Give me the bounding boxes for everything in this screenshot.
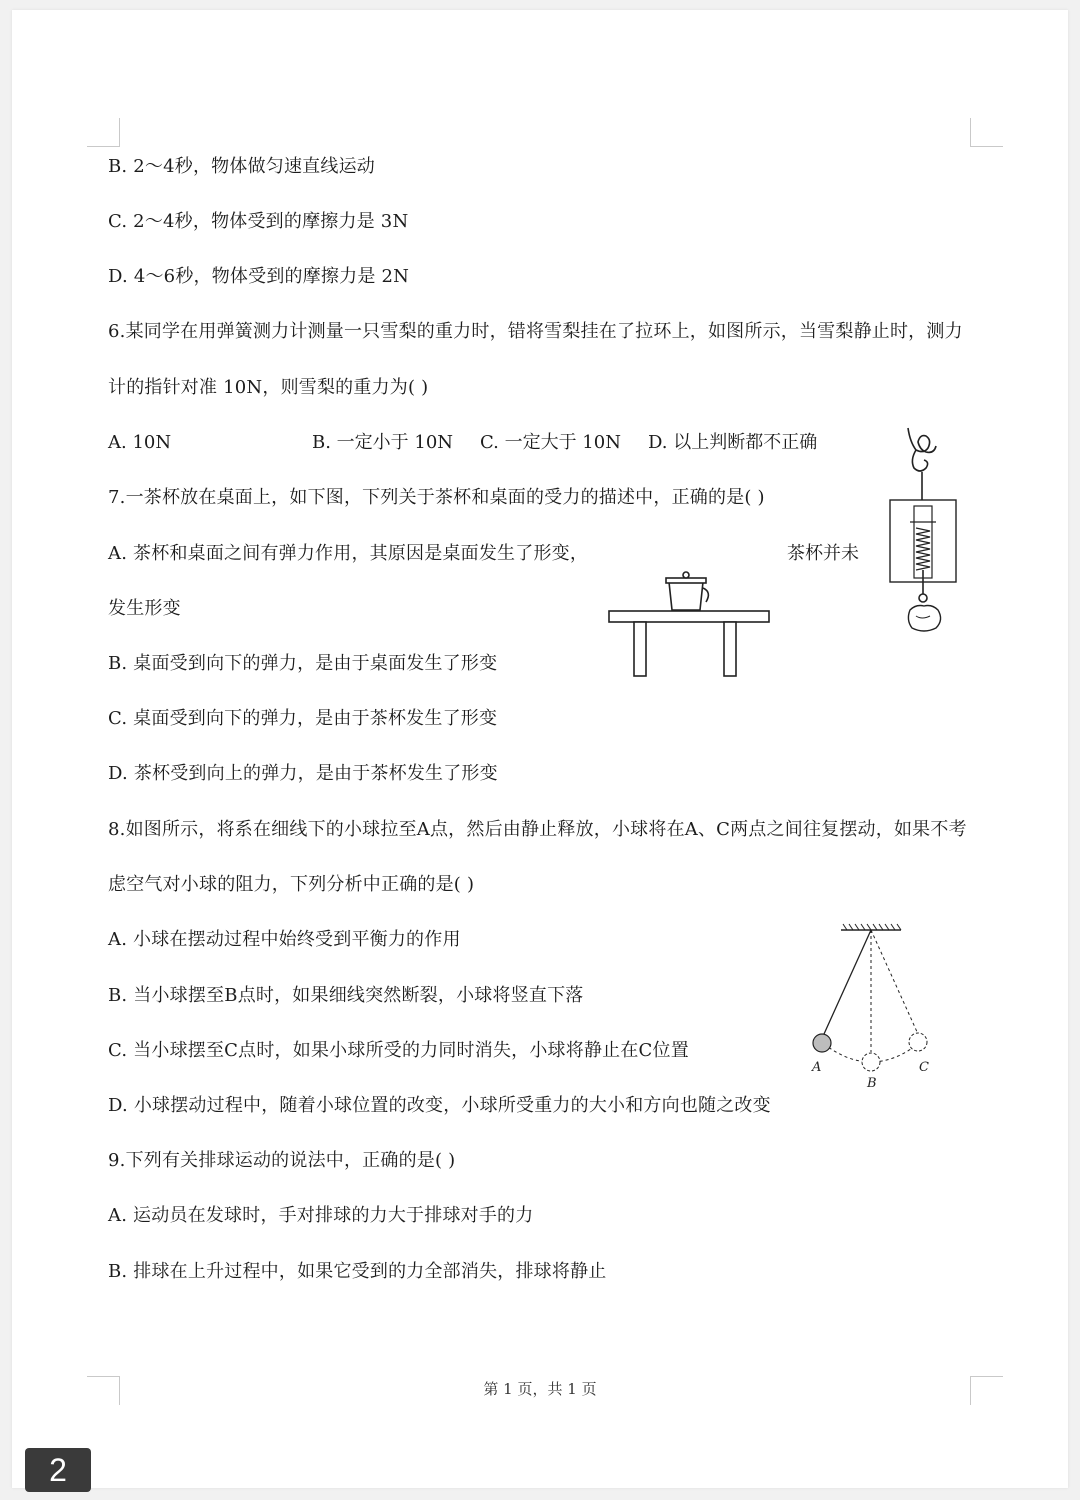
q8-option-a: A. 小球在摆动过程中始终受到平衡力的作用 (108, 929, 461, 950)
pendulum-figure (805, 920, 935, 1090)
q8-stem-line1: 8.如图所示，将系在细线下的小球拉至A点，然后由静止释放，小球将在A、C两点之间往复摆动，如果不考 (108, 819, 967, 840)
page-footer: 第 1 页，共 1 页 (483, 1380, 597, 1398)
spring-scale-figure (880, 420, 970, 635)
teacup-table-figure (606, 570, 771, 680)
q6-option-b: B. 一定小于 10N (312, 432, 454, 453)
q5-option-b: B. 2～4秒，物体做匀速直线运动 (108, 156, 375, 177)
q6-option-d: D. 以上判断都不正确 (648, 432, 818, 453)
q7-stem: 7.一茶杯放在桌面上，如下图，下列关于茶杯和桌面的受力的描述中，正确的是( ) (108, 487, 765, 508)
pendulum-label-c: C (919, 1060, 929, 1075)
pendulum-label-a: A (812, 1060, 822, 1075)
q8-stem-line2: 虑空气对小球的阻力，下列分析中正确的是( ) (108, 874, 475, 895)
q5-option-d: D. 4～6秒，物体受到的摩擦力是 2N (108, 266, 410, 287)
q9-option-b: B. 排球在上升过程中，如果它受到的力全部消失，排球将静止 (108, 1261, 607, 1282)
q5-option-c: C. 2～4秒，物体受到的摩擦力是 3N (108, 211, 409, 232)
q8-option-b: B. 当小球摆至B点时，如果细线突然断裂，小球将竖直下落 (108, 985, 584, 1006)
q7-option-a: A. 茶杯和桌面之间有弹力作用，其原因是桌面发生了形变， (108, 543, 589, 564)
crop-mark-top-left (87, 118, 120, 147)
page-number-badge[interactable]: 2 (25, 1448, 91, 1492)
q8-option-d: D. 小球摆动过程中，随着小球位置的改变，小球所受重力的大小和方向也随之改变 (108, 1095, 771, 1116)
q6-option-a: A. 10N (108, 432, 172, 453)
crop-mark-top-right (970, 118, 1003, 147)
q7-option-c: C. 桌面受到向下的弹力，是由于茶杯发生了形变 (108, 708, 498, 729)
q7-option-a-tail: 茶杯并未 (787, 543, 859, 564)
q9-option-a: A. 运动员在发球时，手对排球的力大于排球对手的力 (108, 1205, 534, 1226)
q7-option-d: D. 茶杯受到向上的弹力，是由于茶杯发生了形变 (108, 763, 498, 784)
pendulum-label-b: B (867, 1076, 877, 1091)
q9-stem: 9.下列有关排球运动的说法中，正确的是( ) (108, 1150, 456, 1171)
q8-option-c: C. 当小球摆至C点时，如果小球所受的力同时消失，小球将静止在C位置 (108, 1040, 689, 1061)
q7-option-b: B. 桌面受到向下的弹力，是由于桌面发生了形变 (108, 653, 498, 674)
q7-option-a-cont: 发生形变 (108, 598, 181, 619)
q6-stem-line2: 计的指针对准 10N，则雪梨的重力为( ) (108, 377, 429, 398)
q6-option-c: C. 一定大于 10N (480, 432, 621, 453)
q6-stem-line1: 6.某同学在用弹簧测力计测量一只雪梨的重力时，错将雪梨挂在了拉环上，如图所示，当雪梨静止时，测力 (108, 321, 963, 342)
